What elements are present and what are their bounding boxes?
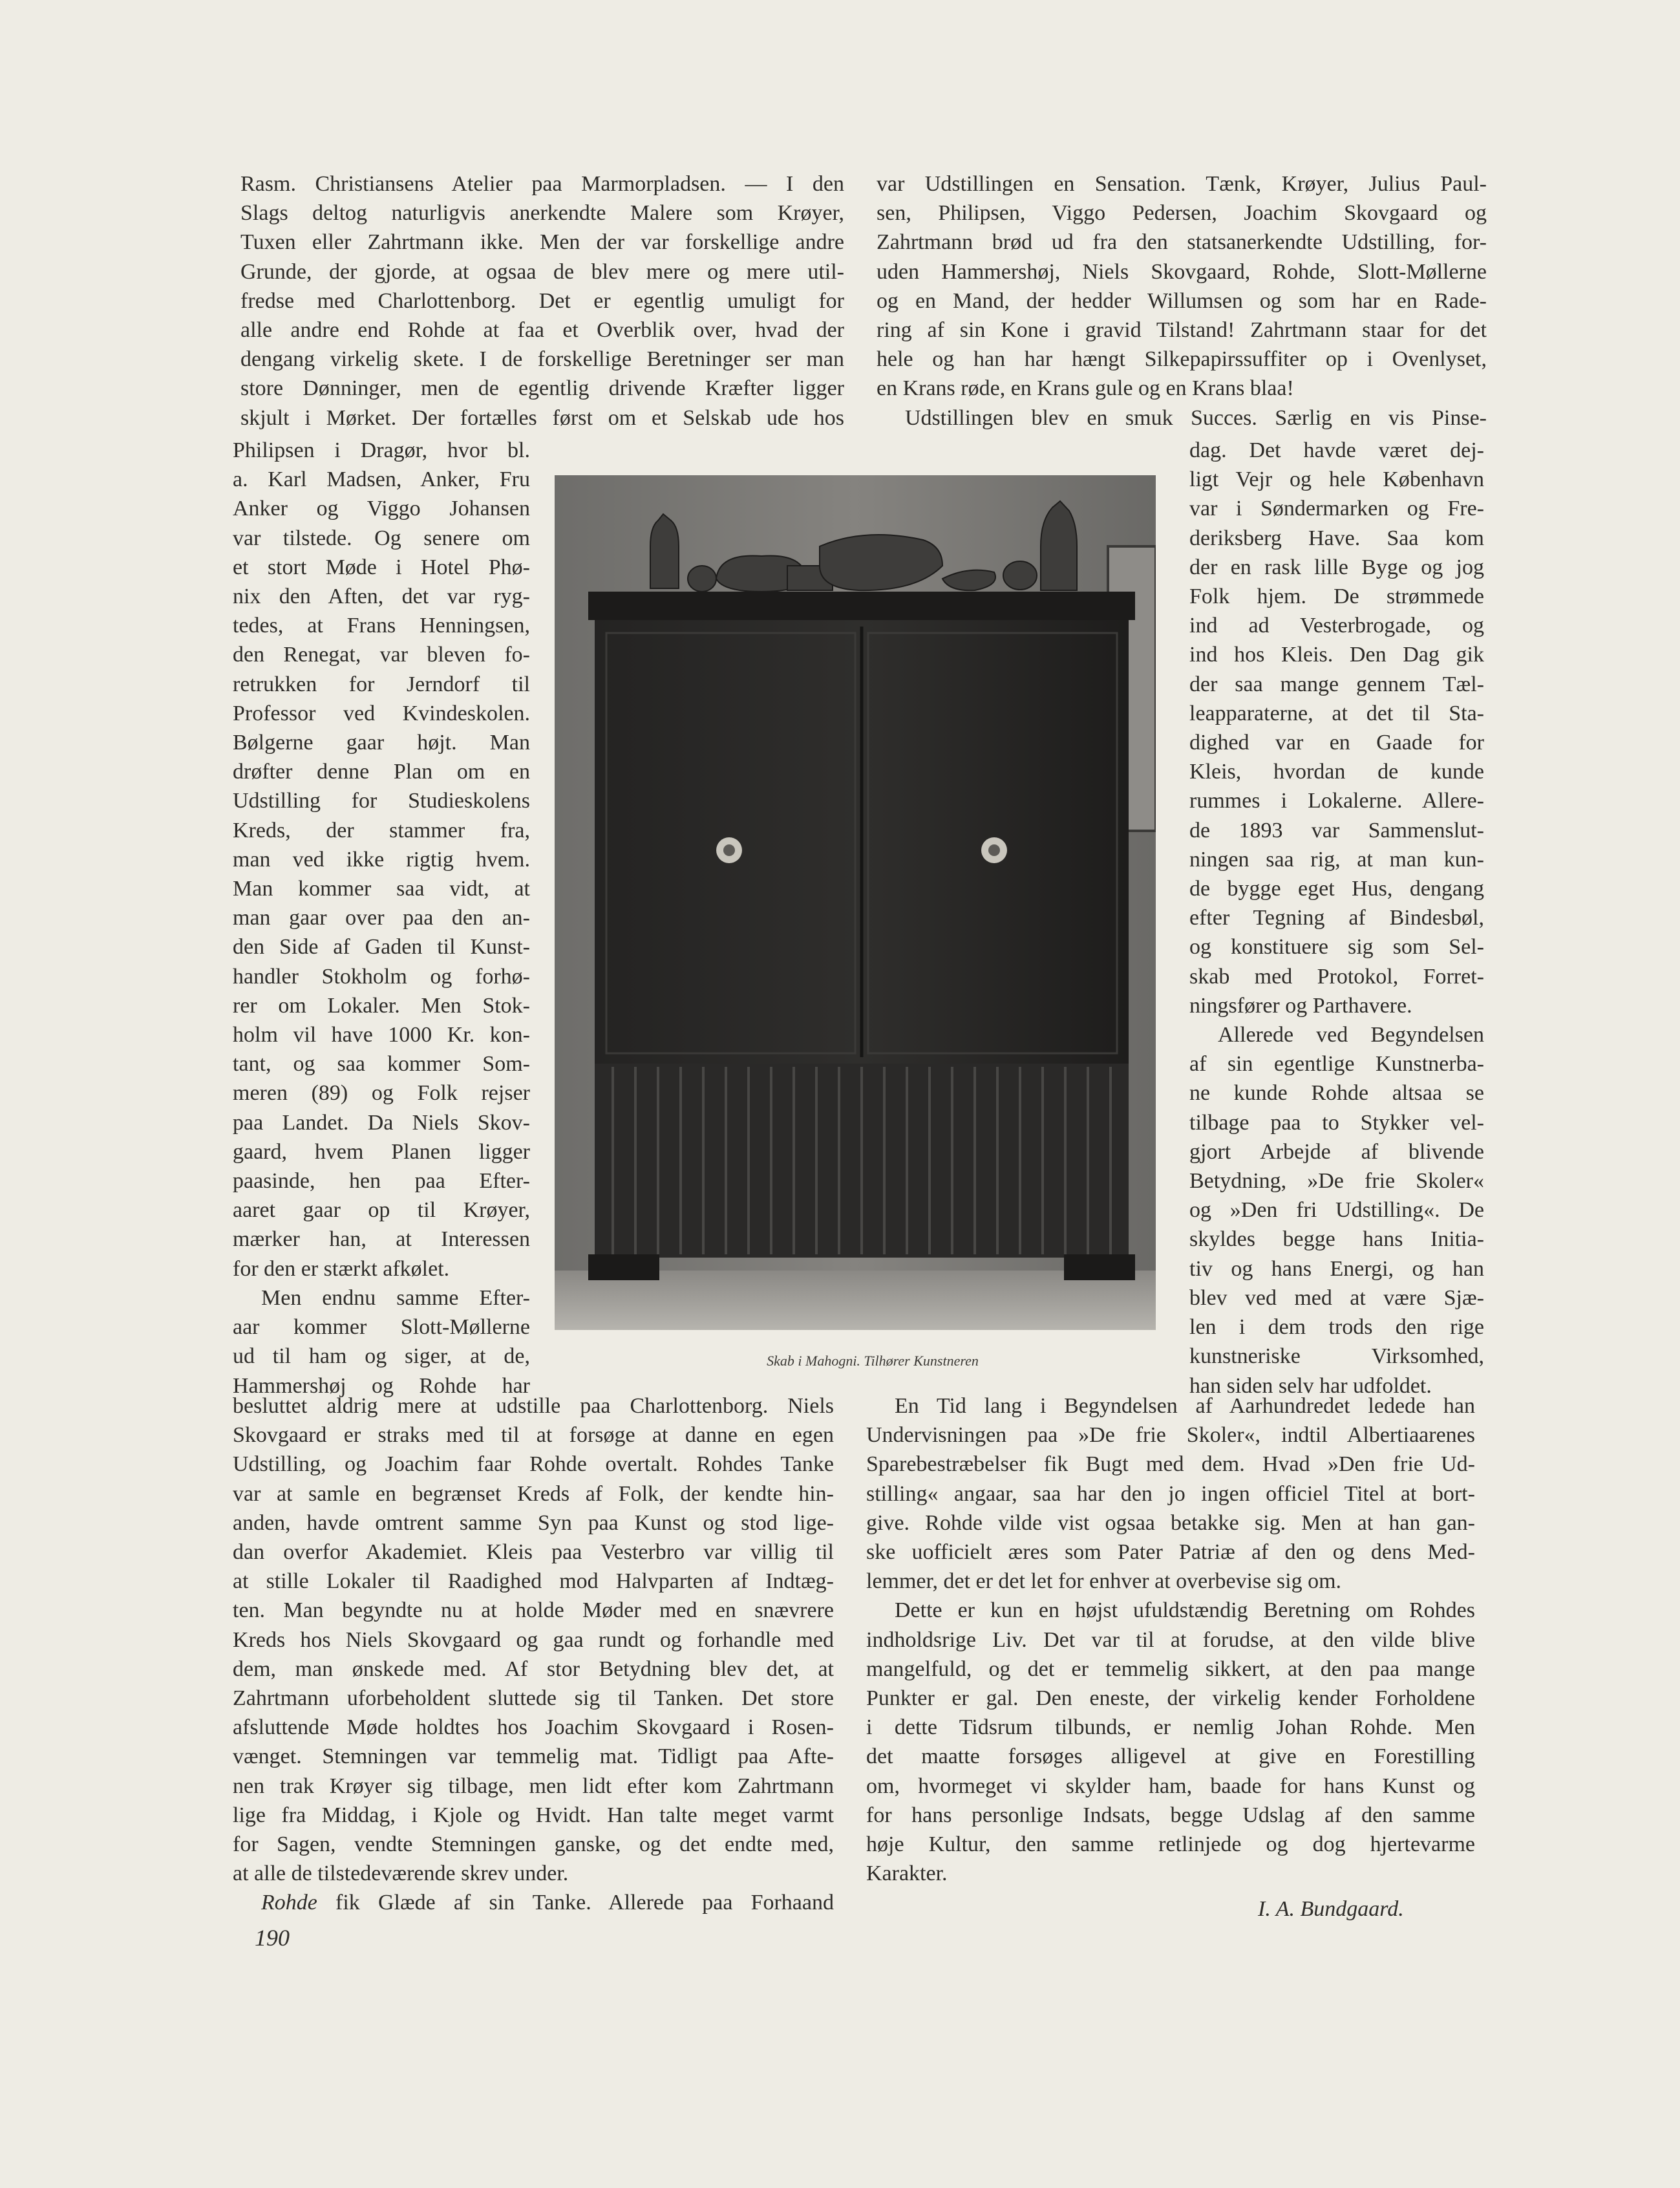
text-line: dag. Det havde været dej- [1189,438,1484,462]
text-line: paa Landet. Da Niels Skov- [233,1110,530,1135]
cabinet-illustration [555,475,1156,1330]
text-line: anden, havde omtrent samme Syn paa Kunst og stod lige- [233,1510,834,1535]
text-line: ind ad Vesterbrogade, og [1189,614,1484,638]
text-line: deriksberg Have. Saa kom [1189,526,1484,550]
text-line: Udstilling, og Joachim faar Rohde overtalt. Rohdes Tanke [233,1452,834,1477]
text-line: Grunde, der gjorde, at ogsaa de blev mere og mere util- [240,259,844,284]
text-line: Betydning, »De frie Skoler« [1189,1169,1484,1194]
text-line: meren (89) og Folk rejser [233,1081,530,1106]
text-line: Folk hjem. De strømmede [1189,585,1484,609]
text-line: Udstillingen blev en smuk Succes. Særlig en vis Pinse- [905,405,1487,430]
text-line: en Krans røde, en Krans gule og en Krans blaa! [877,376,1294,401]
text-line: nix den Aften, det var ryg- [233,585,530,609]
text-line: Allerede ved Begyndelsen [1218,1023,1484,1047]
text-line: aar kommer Slott-Møllerne [233,1315,530,1340]
text-line: man gaar over paa den an- [233,906,530,930]
text-line: tedes, at Frans Henningsen, [233,614,530,638]
left-column-narrow-text [233,436,530,1400]
right-column-top-text [877,169,1487,433]
text-line: den Side af Gaden til Kunst- [233,935,530,960]
text-line: skyldes begge hans Initia- [1189,1227,1484,1252]
text-line: mærker han, at Interessen [233,1227,530,1252]
cabinet-photo [555,475,1156,1330]
text-line: aaret gaar op til Krøyer, [233,1198,530,1223]
text-line: ningsfører og Parthavere. [1189,993,1412,1018]
text-line: Professor ved Kvindeskolen. [233,701,530,725]
text-line: de 1893 var Sammenslut- [1189,818,1484,842]
text-line: for den er stærkt afkølet. [233,1256,450,1281]
text-line: den Renegat, var bleven fo- [233,643,530,667]
text-line: høje Kultur, den samme retlinjede og dog hjertevarme [866,1832,1475,1857]
text-line: fredse med Charlottenborg. Det er egentlig umuligt for [240,288,844,313]
text-line: indholdsrige Liv. Det var til at forudse, at den vilde blive [866,1627,1475,1652]
text-line: drøfter denne Plan om en [233,760,530,784]
text-line: lige fra Middag, i Kjole og Hvidt. Han talte meget varmt [233,1803,834,1827]
text-line: stilling« angaar, saa har den jo ingen officiel Titel at bort- [866,1481,1475,1506]
text-line: rer om Lokaler. Men Stok- [233,993,530,1018]
text-line: ten. Man begyndte nu at holde Møder med en snævrere [233,1598,834,1623]
text-line: besluttet aldrig mere at udstille paa Charlottenborg. Niels [233,1394,834,1418]
text-line: leapparaterne, at det til Sta- [1189,701,1484,725]
text-line: Philipsen i Dragør, hvor bl. [233,438,530,462]
text-line: Udstilling for Studieskolens [233,789,530,813]
text-line: var tilstede. Og senere om [233,526,530,550]
photo-caption: Skab i Mahogni. Tilhører Kunstneren [767,1353,979,1369]
text-line: var i Søndermarken og Fre- [1189,497,1484,521]
text-line: dengang virkelig skete. I de forskellige Beretninger ser man [240,347,844,372]
text-line: i dette Tidsrum tilbunds, er nemlig Johan Rohde. Men [866,1715,1475,1740]
text-line: ud til ham og siger, at de, [233,1344,530,1369]
text-line: et stort Møde i Hotel Phø- [233,555,530,579]
text-line: Men endnu samme Efter- [261,1285,530,1310]
text-line: dighed var en Gaade for [1189,731,1484,755]
text-line: ningen saa rig, at man kun- [1189,847,1484,872]
text-line: han siden selv har udfoldet. [1189,1373,1432,1398]
text-line: a. Karl Madsen, Anker, Fru [233,467,530,492]
text-line: ske uofficielt æres som Pater Patriæ af den og dens Med- [866,1540,1475,1565]
text-line: tiv og hans Energi, og han [1189,1256,1484,1281]
text-line: En Tid lang i Begyndelsen af Aarhundredet ledede han [895,1394,1475,1418]
text-line: Kreds, der stammer fra, [233,818,530,842]
text-line: mangelfuld, og det er temmelig sikkert, at den paa mange [866,1657,1475,1681]
left-column-top-text [240,169,844,433]
text-line: lemmer, det er det let for enhver at overbevise sig om. [866,1569,1342,1594]
text-line: len i dem trods den rige [1189,1315,1484,1340]
text-line: tant, og saa kommer Som- [233,1052,530,1077]
text-line: Tuxen eller Zahrtmann ikke. Men der var forskellige andre [240,230,844,255]
text-line: Dette er kun en højst ufuldstændig Beretning om Rohdes [895,1598,1475,1623]
text-line: ligt Vejr og hele København [1189,467,1484,492]
text-line: Kreds hos Niels Skovgaard og gaa rundt og forhandle med [233,1627,834,1652]
text-line: gjort Arbejde af blivende [1189,1139,1484,1164]
text-line: Rasm. Christiansens Atelier paa Marmorpladsen. — I den [240,172,844,196]
text-line: skjult i Mørket. Der fortælles først om et Selskab ude hos [240,405,844,430]
text-line: Kleis, hvordan de kunde [1189,760,1484,784]
text-line: og »Den fri Udstilling«. De [1189,1198,1484,1223]
text-line: vænget. Stemningen var temmelig mat. Tidligt paa Afte- [233,1744,834,1769]
text-line: retrukken for Jerndorf til [233,672,530,696]
text-line: man ved ikke rigtig hvem. [233,847,530,872]
text-line: give. Rohde vilde vist ogsaa betakke sig. Men at han gan- [866,1510,1475,1535]
text-line: der saa mange gennem Tæl- [1189,672,1484,696]
text-line [233,1888,834,1917]
text-line: hele og han har hængt Silkepapirssuffiter op i Ovenlyset, [877,347,1487,372]
text-line: at alle de tilstedeværende skrev under. [233,1861,569,1886]
text-line: afsluttende Møde holdtes hos Joachim Skovgaard i Rosen- [233,1715,834,1740]
author-signature: I. A. Bundgaard. [1258,1897,1404,1921]
page-number: 190 [255,1925,290,1951]
text-line: for Sagen, vendte Stemningen ganske, og det endte med, [233,1832,834,1857]
text-line: Undervisningen paa »De frie Skoler«, indtil Albertiaarenes [866,1423,1475,1448]
text-line: skab med Protokol, Forret- [1189,964,1484,989]
text-fragment: fik Glæde af sin Tanke. Allerede paa Forhaand [317,1891,834,1915]
text-line: af sin egentlige Kunstnerba- [1189,1052,1484,1077]
text-line: de bygge eget Hus, dengang [1189,877,1484,901]
text-line: at stille Lokaler til Raadighed mod Halvparten af Indtæg- [233,1569,834,1594]
text-line: Zahrtmann brød ud fra den statsanerkendte Udstilling, for- [877,230,1487,255]
right-column-bottom-text [866,1391,1475,1888]
text-line: Slags deltog naturligvis anerkendte Malere som Krøyer, [240,201,844,226]
text-line: blev ved med at være Sjæ- [1189,1285,1484,1310]
text-line: om, hvormeget vi skylder ham, baade for hans Kunst og [866,1774,1475,1798]
text-line: Hammershøj og Rohde har [233,1373,530,1398]
text-line: sen, Philipsen, Viggo Pedersen, Joachim Skovgaard og [877,201,1487,226]
text-line: gaard, hvem Planen ligger [233,1139,530,1164]
text-line: Sparebestræbelser fik Bugt med dem. Hvad »Den frie Ud- [866,1452,1475,1477]
text-line: og konstituere sig som Sel- [1189,935,1484,960]
left-column-bottom-text [233,1391,834,1918]
text-line: ne kunde Rohde altsaa se [1189,1081,1484,1106]
text-line: Karakter. [866,1861,948,1886]
text-line: Skovgaard er straks med til at forsøge at danne en egen [233,1423,834,1448]
text-line: alle andre end Rohde at faa et Overblik over, hvad der [240,318,844,343]
text-line: efter Tegning af Bindesbøl, [1189,906,1484,930]
text-line: holm vil have 1000 Kr. kon- [233,1023,530,1047]
text-line: der en rask lille Byge og jog [1189,555,1484,579]
text-line: Punkter er gal. Den eneste, der virkelig kender Forholdene [866,1686,1475,1711]
italic-name: Rohde [261,1891,317,1915]
text-line: dem, man ønskede med. Af stor Betydning blev det, at [233,1657,834,1681]
text-line: paasinde, hen paa Efter- [233,1169,530,1194]
text-line: handler Stokholm og forhø- [233,964,530,989]
text-line: nen trak Krøyer sig tilbage, men lidt efter kom Zahrtmann [233,1774,834,1798]
text-line: ind hos Kleis. Den Dag gik [1189,643,1484,667]
text-line: Man kommer saa vidt, at [233,877,530,901]
text-line: var at samle en begrænset Kreds af Folk, der kendte hin- [233,1481,834,1506]
text-line: tilbage paa to Stykker vel- [1189,1110,1484,1135]
text-line: uden Hammershøj, Niels Skovgaard, Rohde, Slott-Møllerne [877,259,1487,284]
text-line: for hans personlige Indsats, begge Udslag af den samme [866,1803,1475,1827]
text-line: og en Mand, der hedder Willumsen og som har en Rade- [877,288,1487,313]
text-line: dan overfor Akademiet. Kleis paa Vesterbro var villig til [233,1540,834,1565]
text-line: Bølgerne gaar højt. Man [233,731,530,755]
text-line: kunstneriske Virksomhed, [1189,1344,1484,1369]
text-line: rummes i Lokalerne. Allere- [1189,789,1484,813]
text-line: var Udstillingen en Sensation. Tænk, Krøyer, Julius Paul- [877,172,1487,196]
text-line: ring af sin Kone i gravid Tilstand! Zahrtmann staar for det [877,318,1487,343]
text-line: store Dønninger, men de egentlig drivende Kræfter ligger [240,376,844,401]
text-line: Anker og Viggo Johansen [233,497,530,521]
text-line: Zahrtmann uforbeholdent sluttede sig til Tanken. Det store [233,1686,834,1711]
right-column-narrow-text [1189,436,1484,1400]
text-line: det maatte forsøges alligevel at give en Forestilling [866,1744,1475,1769]
